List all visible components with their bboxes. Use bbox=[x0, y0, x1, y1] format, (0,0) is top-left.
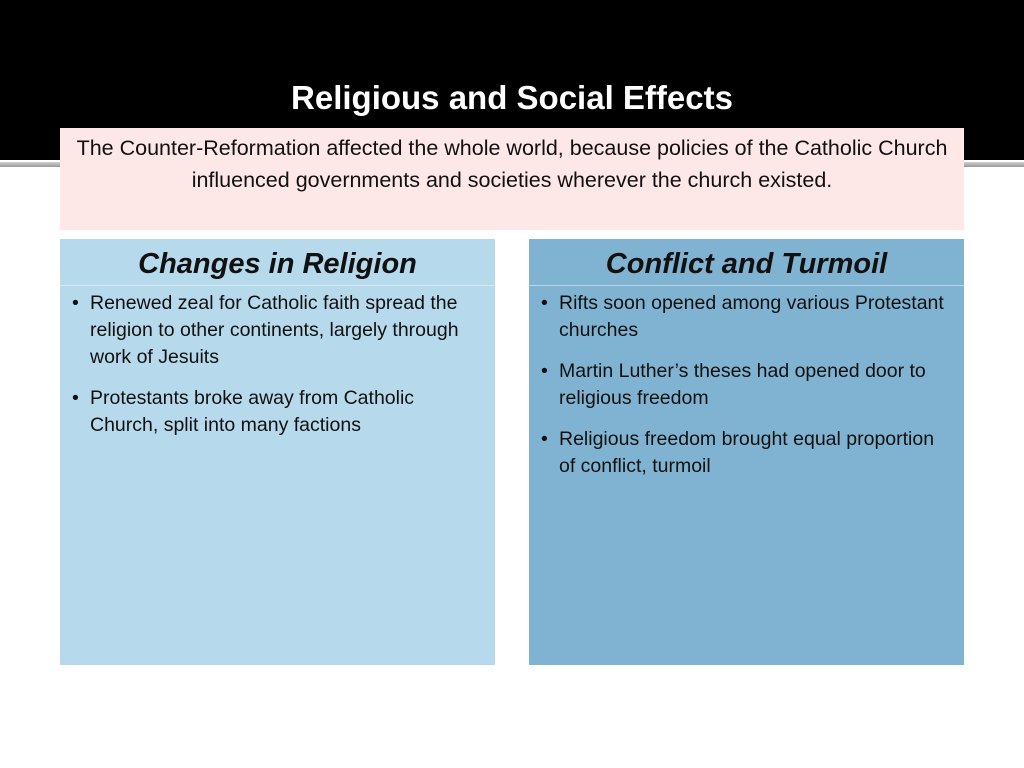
intro-text: The Counter-Reformation affected the whole world, because policies of the Catholic Church influenced governments and societies wherever the church existed. bbox=[76, 136, 948, 192]
column-heading: Changes in Religion bbox=[60, 239, 495, 286]
bullet-icon: • bbox=[541, 428, 548, 450]
bullet-icon: • bbox=[541, 292, 548, 314]
bullet-text: Protestants broke away from Catholic Church, split into many factions bbox=[90, 387, 415, 436]
bullet-list bbox=[529, 286, 964, 480]
bullet-text: Religious freedom brought equal proportion of conflict, turmoil bbox=[559, 428, 935, 477]
bullet-text: Renewed zeal for Catholic faith spread the religion to other continents, largely through work of Jesuits bbox=[90, 292, 459, 368]
bullet-text: Rifts soon opened among various Protestant churches bbox=[559, 292, 944, 341]
column-changes-in-religion bbox=[60, 239, 495, 665]
slide-title: Religious and Social Effects bbox=[291, 79, 733, 116]
list-item bbox=[72, 290, 479, 371]
bullet-icon: • bbox=[72, 387, 79, 409]
column-heading: Conflict and Turmoil bbox=[529, 239, 964, 286]
bullet-text: Martin Luther’s theses had opened door to religious freedom bbox=[559, 360, 926, 409]
list-item bbox=[541, 358, 948, 412]
column-conflict-and-turmoil bbox=[529, 239, 964, 665]
bullet-icon: • bbox=[72, 292, 79, 314]
bullet-icon: • bbox=[541, 360, 548, 382]
intro-box bbox=[60, 128, 964, 230]
list-item bbox=[541, 290, 948, 344]
list-item bbox=[72, 385, 479, 439]
list-item bbox=[541, 426, 948, 480]
bullet-list bbox=[60, 286, 495, 439]
